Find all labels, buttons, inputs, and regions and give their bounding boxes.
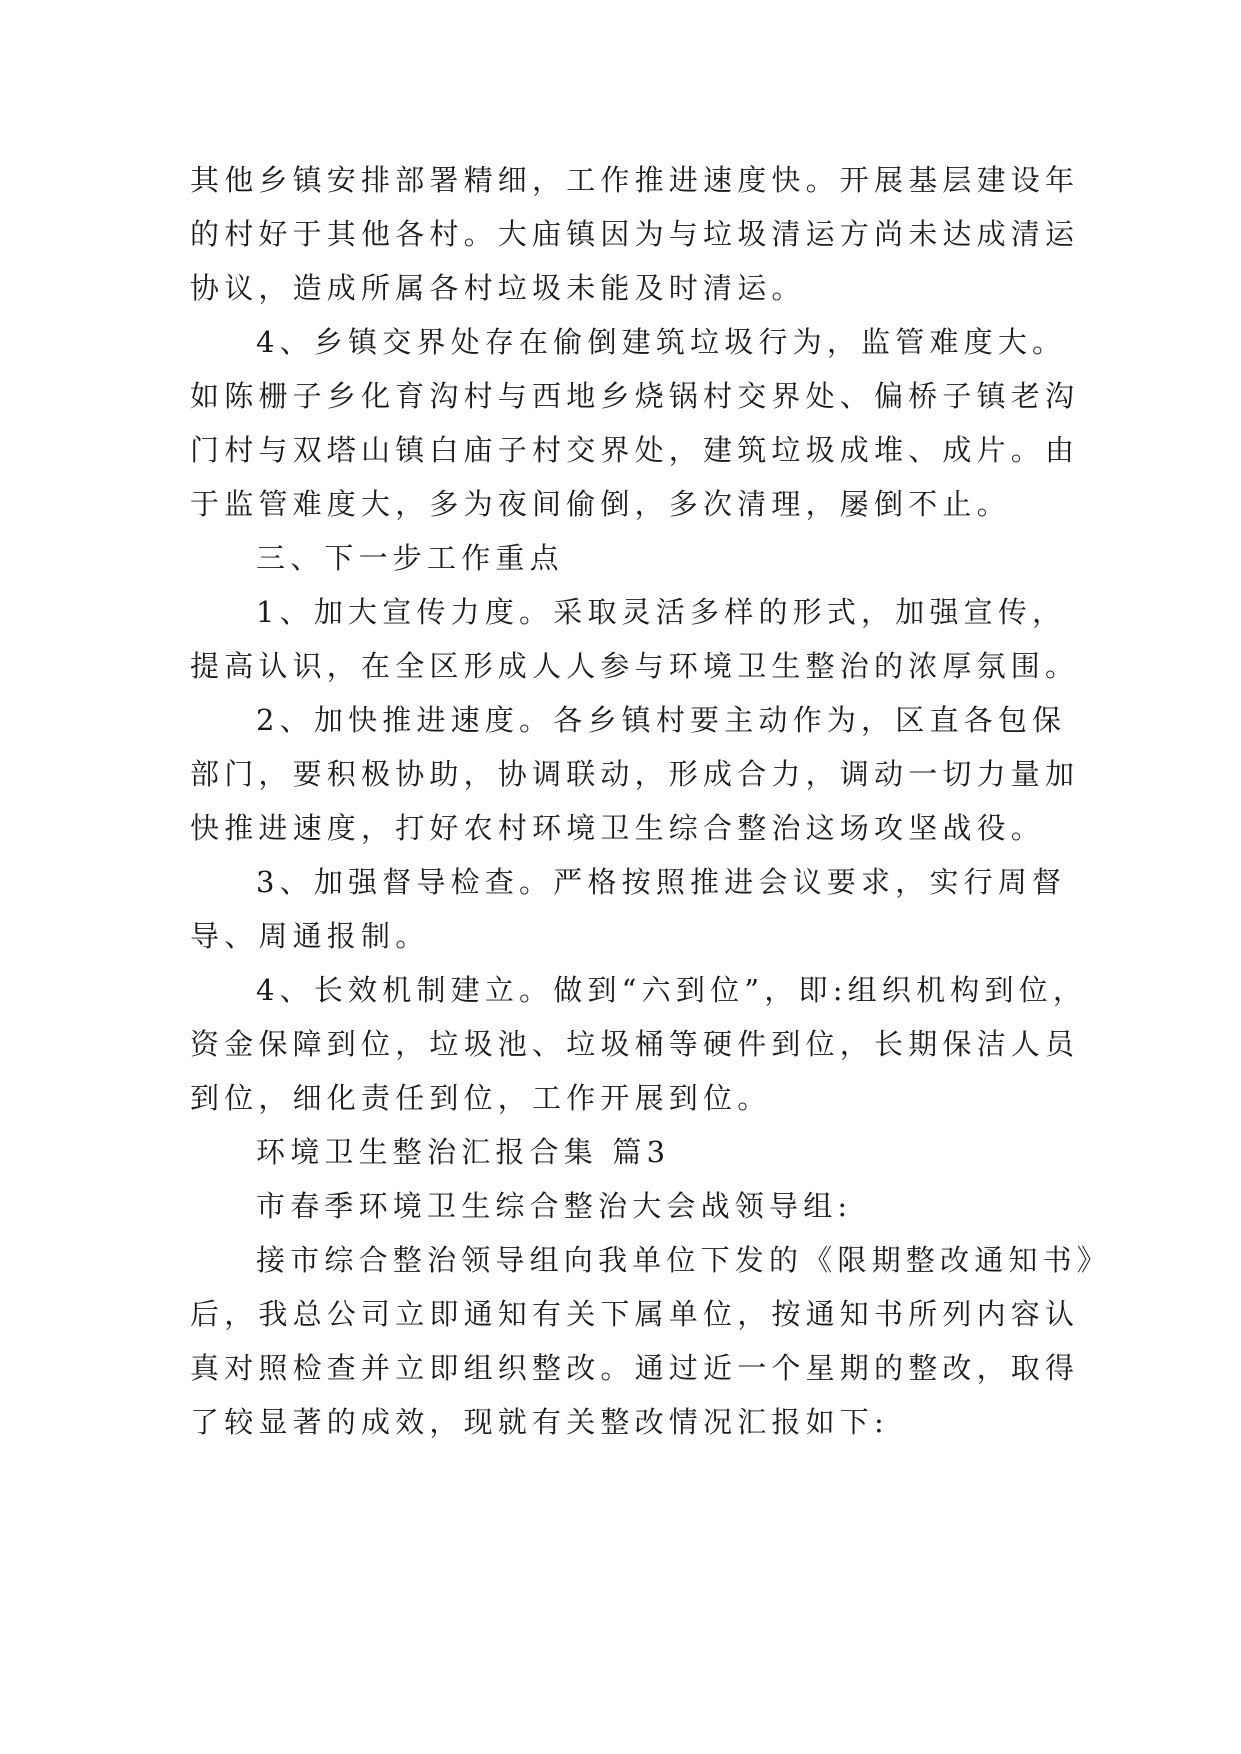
text-line: 如陈栅子乡化育沟村与西地乡烧锅村交界处、偏桥子镇老沟: [190, 379, 1080, 413]
text-line: 部门，要积极协助，协调联动，形成合力，调动一切力量加: [190, 757, 1080, 791]
section-heading: 三、下一步工作重点: [256, 541, 564, 575]
text-line: 到位，细化责任到位，工作开展到位。: [190, 1081, 772, 1115]
salutation: 市春季环境卫生综合整治大会战领导组:: [256, 1189, 853, 1223]
paragraph-start-line: 4、乡镇交界处存在偷倒建筑垃圾行为，监管难度大。: [256, 325, 1067, 359]
text-line: 后，我总公司立即通知有关下属单位，按通知书所列内容认: [190, 1297, 1080, 1331]
text-line: 了较显著的成效，现就有关整改情况汇报如下:: [190, 1405, 889, 1439]
paragraph-start-line: 2、加快推进速度。各乡镇村要主动作为，区直各包保: [256, 703, 1067, 737]
text-line: 快推进速度，打好农村环境卫生综合整治这场攻坚战役。: [190, 811, 1046, 845]
paragraph-start-line: 1、加大宣传力度。采取灵活多样的形式，加强宣传，: [256, 595, 1067, 629]
text-line: 提高认识，在全区形成人人参与环境卫生整治的浓厚氛围。: [190, 649, 1080, 683]
text-line: 真对照检查并立即组织整改。通过近一个星期的整改，取得: [190, 1351, 1080, 1385]
text-line: 门村与双塔山镇白庙子村交界处，建筑垃圾成堆、成片。由: [190, 433, 1080, 467]
text-line: 其他乡镇安排部署精细，工作推进速度快。开展基层建设年: [190, 163, 1080, 197]
paragraph-start-line: 接市综合整治领导组向我单位下发的《限期整改通知书》: [256, 1243, 1112, 1277]
article-title: 环境卫生整治汇报合集 篇3: [256, 1135, 671, 1169]
text-line: 的村好于其他各村。大庙镇因为与垃圾清运方尚未达成清运: [190, 217, 1080, 251]
paragraph-start-line: 3、加强督导检查。严格按照推进会议要求，实行周督: [256, 865, 1067, 899]
text-line: 于监管难度大，多为夜间偷倒，多次清理，屡倒不止。: [190, 487, 1011, 521]
paragraph-start-line: 4、长效机制建立。做到“六到位”，即:组织机构到位，: [256, 973, 1088, 1007]
text-line: 资金保障到位，垃圾池、垃圾桶等硬件到位，长期保洁人员: [190, 1027, 1080, 1061]
text-line: 协议，造成所属各村垃圾未能及时清运。: [190, 271, 806, 305]
text-line: 导、周通报制。: [190, 919, 430, 953]
